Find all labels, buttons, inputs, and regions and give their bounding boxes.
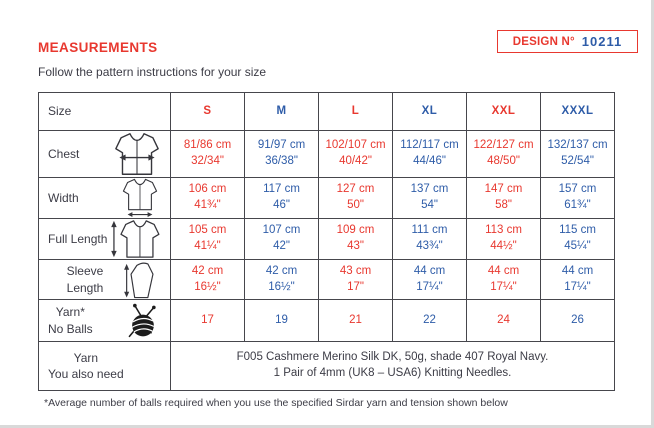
table-row-full-length: [39, 219, 615, 260]
chest-cell-l: 102/107 cm 40/42": [319, 131, 393, 178]
sleeve-cell-m: 42 cm 16½": [245, 260, 319, 300]
full-length-cell-xxxl: 115 cm 45¼": [541, 219, 615, 260]
size-header-xxxl: XXXL: [541, 93, 615, 131]
sleeve-length-label-cell: [39, 260, 171, 300]
size-header-xl: XL: [393, 93, 467, 131]
size-header-s: S: [171, 93, 245, 131]
sleeve-cell-xxl: 44 cm 17¼": [467, 260, 541, 300]
sweater-width-icon: [118, 178, 162, 218]
full-length-cell-m: 107 cm 42": [245, 219, 319, 260]
yarn-ball-icon: [124, 302, 162, 340]
sleeve-cell-l: 43 cm 17": [319, 260, 393, 300]
chest-cell-xl: 112/117 cm 44/46": [393, 131, 467, 178]
table-row-width: [39, 178, 615, 219]
balls-cell-m: 19: [245, 300, 319, 342]
sleeve-length-label: Sleeve Length: [66, 264, 104, 295]
table-row-chest: [39, 131, 615, 178]
measurements-table: [38, 92, 615, 391]
full-length-cell-xl: 111 cm 43¾": [393, 219, 467, 260]
full-length-cell-s: 105 cm 41¼": [171, 219, 245, 260]
full-length-cell-l: 109 cm 43": [319, 219, 393, 260]
yarn-balls-label-cell: [39, 300, 171, 342]
width-label: Width: [48, 190, 79, 205]
full-length-label-cell: [39, 219, 171, 260]
page-subtitle: Follow the pattern instructions for your size: [38, 65, 267, 79]
width-cell-xxl: 147 cm 58": [467, 178, 541, 219]
size-header-m: M: [245, 93, 319, 131]
balls-cell-xxl: 24: [467, 300, 541, 342]
yarn-info-label-cell: [39, 342, 171, 391]
full-length-cell-xxl: 113 cm 44½": [467, 219, 541, 260]
page-title: MEASUREMENTS: [38, 40, 158, 55]
chest-label-cell: [39, 131, 171, 178]
width-cell-xxxl: 157 cm 61¾": [541, 178, 615, 219]
table-row-yarn-info: [39, 342, 615, 391]
design-number: 10211: [581, 34, 623, 49]
chest-cell-s: 81/86 cm 32/34": [171, 131, 245, 178]
width-cell-m: 117 cm 46": [245, 178, 319, 219]
balls-cell-l: 21: [319, 300, 393, 342]
table-row-sizes: [39, 93, 615, 131]
balls-cell-s: 17: [171, 300, 245, 342]
chest-cell-xxl: 122/127 cm 48/50": [467, 131, 541, 178]
size-row-label-cell: [39, 93, 171, 131]
balls-cell-xxxl: 26: [541, 300, 615, 342]
sleeve-cell-xxxl: 44 cm 17¼": [541, 260, 615, 300]
sleeve-cell-xl: 44 cm 17¼": [393, 260, 467, 300]
footnote: *Average number of balls required when you use the specified Sirdar yarn and tension shown below: [44, 397, 508, 409]
width-cell-s: 106 cm 41¾": [171, 178, 245, 219]
yarn-balls-label: Yarn* No Balls: [48, 305, 93, 336]
chest-cell-m: 91/97 cm 36/38": [245, 131, 319, 178]
sweater-chest-icon: [112, 132, 162, 176]
sleeve-length-icon: [122, 261, 162, 299]
yarn-info-text-cell: [171, 342, 615, 391]
sleeve-cell-s: 42 cm 16½": [171, 260, 245, 300]
chest-label: Chest: [48, 146, 80, 161]
sweater-length-icon: [110, 219, 162, 259]
size-header-l: L: [319, 93, 393, 131]
design-label: DESIGN N°: [512, 35, 575, 48]
design-number-badge: [497, 30, 638, 53]
width-cell-l: 127 cm 50": [319, 178, 393, 219]
balls-cell-xl: 22: [393, 300, 467, 342]
table-row-sleeve-length: [39, 260, 615, 300]
width-cell-xl: 137 cm 54": [393, 178, 467, 219]
yarn-info-label: Yarn You also need: [48, 350, 124, 381]
needles-line: 1 Pair of 4mm (UK8 – USA6) Knitting Needles.: [273, 367, 512, 379]
width-label-cell: [39, 178, 171, 219]
full-length-label: Full Length: [48, 231, 108, 246]
yarn-spec-line: F005 Cashmere Merino Silk DK, 50g, shade 407 Royal Navy.: [236, 351, 549, 364]
chest-cell-xxxl: 132/137 cm 52/54": [541, 131, 615, 178]
size-label: Size: [48, 104, 72, 119]
table-row-yarn-balls: [39, 300, 615, 342]
size-header-xxl: XXL: [467, 93, 541, 131]
